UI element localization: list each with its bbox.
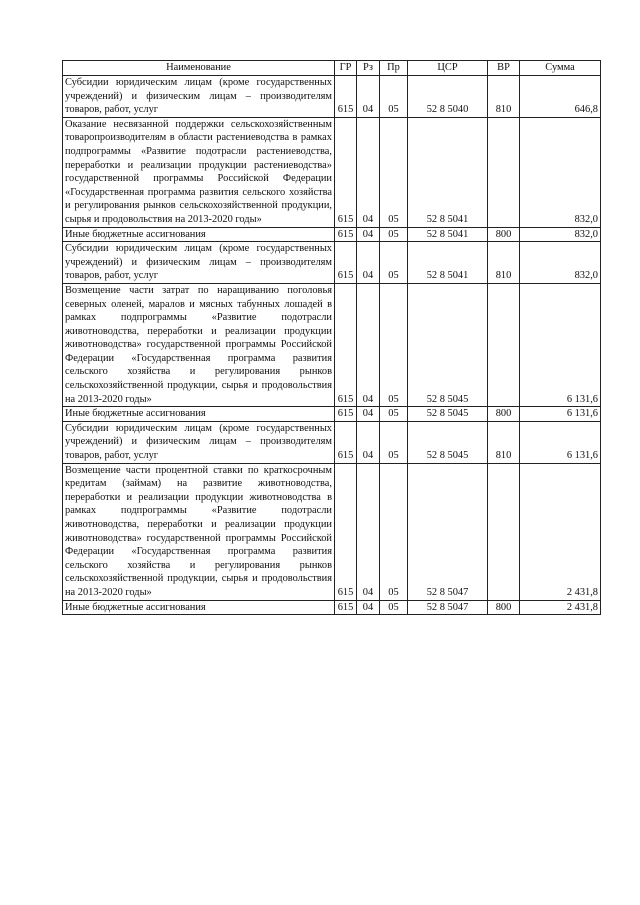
- cell-rz: 04: [357, 600, 380, 615]
- cell-pr: 05: [380, 600, 408, 615]
- header-csr: ЦСР: [408, 61, 488, 76]
- cell-vr: [488, 463, 520, 600]
- cell-csr: 52 8 5045: [408, 407, 488, 422]
- header-vr: ВР: [488, 61, 520, 76]
- cell-vr: 800: [488, 227, 520, 242]
- cell-csr: 52 8 5045: [408, 283, 488, 406]
- table-row: [63, 283, 601, 406]
- cell-gr: 615: [335, 242, 357, 284]
- cell-vr: [488, 283, 520, 406]
- cell-csr: 52 8 5041: [408, 117, 488, 227]
- cell-vr: 810: [488, 76, 520, 118]
- cell-rz: 04: [357, 407, 380, 422]
- cell-gr: 615: [335, 600, 357, 615]
- cell-name: Субсидии юридическим лицам (кроме государственных учреждений) и физическим лицам – производителям товаров, работ, услуг: [63, 76, 335, 118]
- cell-pr: 05: [380, 283, 408, 406]
- cell-vr: 810: [488, 242, 520, 284]
- cell-gr: 615: [335, 463, 357, 600]
- cell-name: Возмещение части процентной ставки по краткосрочным кредитам (займам) на развитие животноводства, переработки и реализации продукции животноводства в рамках подпрограммы «Развитие подотрасли животноводства, переработки и реализации продукции животноводства» государственной программы Российской Федерации «Государственная программа развития сельского хозяйства и регулирования рынков сельскохозяйственной продукции, сырья и продовольствия на 2013-2020 годы»: [63, 463, 335, 600]
- cell-sum: 6 131,6: [520, 421, 601, 463]
- cell-rz: 04: [357, 227, 380, 242]
- cell-name: Оказание несвязанной поддержки сельскохозяйственным товаропроизводителям в области растениеводства в рамках подпрограммы «Развитие подотрасли растениеводства, переработки и реализации продукции растениеводства» государственной программы Российской Федерации «Государственная программа развития сельского хозяйства и регулирования рынков сельскохозяйственной продукции, сырья и продовольствия на 2013-2020 годы»: [63, 117, 335, 227]
- cell-rz: 04: [357, 283, 380, 406]
- cell-sum: 6 131,6: [520, 283, 601, 406]
- cell-name: Возмещение части затрат по наращиванию поголовья северных оленей, маралов и мясных табунных лошадей в рамках подпрограммы «Развитие подотрасли животноводства, переработки и реализации продукции животноводства» государственной программы Российской Федерации «Государственная программа развития сельского хозяйства и регулирования рынков сельскохозяйственной продукции, сырья и продовольствия на 2013-2020 годы»: [63, 283, 335, 406]
- cell-csr: 52 8 5040: [408, 76, 488, 118]
- cell-sum: 6 131,6: [520, 407, 601, 422]
- cell-gr: 615: [335, 76, 357, 118]
- cell-name: Иные бюджетные ассигнования: [63, 227, 335, 242]
- header-sum: Сумма: [520, 61, 601, 76]
- table-row: [63, 76, 601, 118]
- table-row: [63, 117, 601, 227]
- header-pr: Пр: [380, 61, 408, 76]
- cell-sum: 2 431,8: [520, 600, 601, 615]
- cell-name: Иные бюджетные ассигнования: [63, 407, 335, 422]
- cell-pr: 05: [380, 242, 408, 284]
- cell-pr: 05: [380, 463, 408, 600]
- table-row: [63, 600, 601, 615]
- header-name: Наименование: [63, 61, 335, 76]
- cell-vr: 800: [488, 600, 520, 615]
- table-row: [63, 463, 601, 600]
- cell-name: Субсидии юридическим лицам (кроме государственных учреждений) и физическим лицам – производителям товаров, работ, услуг: [63, 421, 335, 463]
- cell-csr: 52 8 5047: [408, 463, 488, 600]
- cell-pr: 05: [380, 421, 408, 463]
- cell-vr: 810: [488, 421, 520, 463]
- cell-sum: 832,0: [520, 117, 601, 227]
- cell-name: Субсидии юридическим лицам (кроме государственных учреждений) и физическим лицам – производителям товаров, работ, услуг: [63, 242, 335, 284]
- cell-csr: 52 8 5047: [408, 600, 488, 615]
- cell-sum: 646,8: [520, 76, 601, 118]
- cell-rz: 04: [357, 117, 380, 227]
- cell-rz: 04: [357, 421, 380, 463]
- table-row: [63, 407, 601, 422]
- cell-sum: 832,0: [520, 242, 601, 284]
- table-row: [63, 242, 601, 284]
- cell-name: Иные бюджетные ассигнования: [63, 600, 335, 615]
- table-row: [63, 421, 601, 463]
- cell-rz: 04: [357, 463, 380, 600]
- cell-sum: 2 431,8: [520, 463, 601, 600]
- header-rz: Рз: [357, 61, 380, 76]
- cell-gr: 615: [335, 407, 357, 422]
- header-gr: ГР: [335, 61, 357, 76]
- cell-rz: 04: [357, 242, 380, 284]
- cell-csr: 52 8 5045: [408, 421, 488, 463]
- cell-gr: 615: [335, 283, 357, 406]
- table-row: [63, 227, 601, 242]
- cell-csr: 52 8 5041: [408, 242, 488, 284]
- cell-vr: [488, 117, 520, 227]
- cell-pr: 05: [380, 117, 408, 227]
- cell-gr: 615: [335, 421, 357, 463]
- cell-gr: 615: [335, 227, 357, 242]
- cell-sum: 832,0: [520, 227, 601, 242]
- cell-rz: 04: [357, 76, 380, 118]
- budget-table: [62, 60, 601, 615]
- cell-csr: 52 8 5041: [408, 227, 488, 242]
- table-header-row: [63, 61, 601, 76]
- cell-pr: 05: [380, 76, 408, 118]
- cell-vr: 800: [488, 407, 520, 422]
- cell-pr: 05: [380, 227, 408, 242]
- cell-pr: 05: [380, 407, 408, 422]
- cell-gr: 615: [335, 117, 357, 227]
